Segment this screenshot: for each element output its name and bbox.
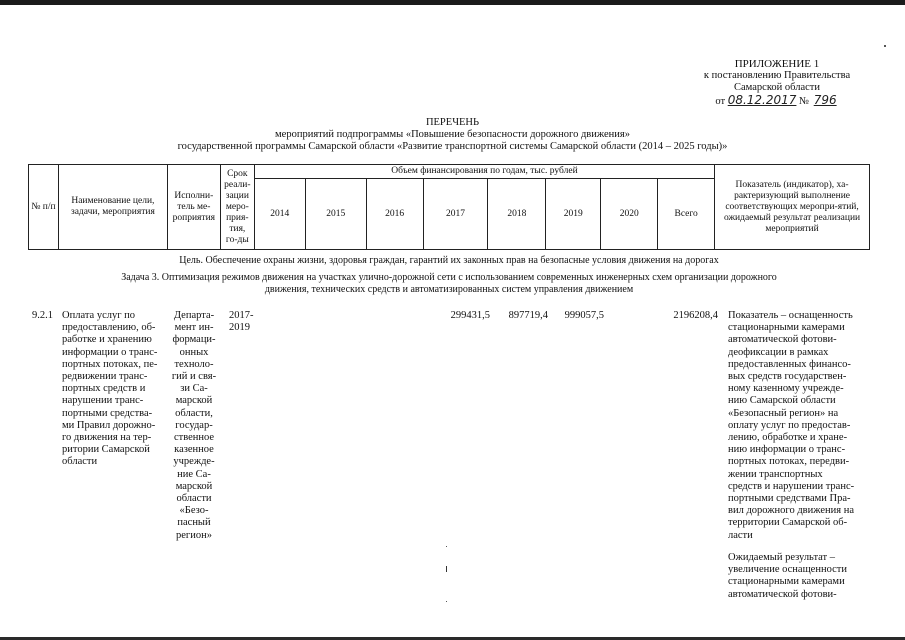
indicator-line: нию Самарской области: [728, 395, 836, 407]
indicator-line: предоставленных финансо-: [728, 358, 851, 370]
appendix-block: [697, 58, 857, 108]
indicator-line: оплату услуг по предостав-: [728, 419, 851, 431]
handwritten-number: 796: [813, 93, 837, 107]
indicator-line: вых средств государствен-: [728, 371, 847, 383]
row-name-line: информации о транс-: [62, 346, 158, 358]
number-label: №: [799, 96, 810, 107]
row-name-line: портными средства-: [62, 407, 153, 419]
header-year-2014: 2014: [254, 179, 305, 250]
header-term: Срок реали-зации меро-прия-тия, го-ды: [220, 165, 254, 250]
header-year-2016: 2016: [366, 179, 423, 250]
header-total: Всего: [658, 179, 715, 250]
task-text: [28, 272, 870, 296]
appendix-title: ПРИЛОЖЕНИЕ 1: [734, 58, 820, 70]
row-executor-line: мент ин-: [174, 322, 214, 334]
row-executor-line: зи Са-: [180, 383, 208, 395]
appendix-line-2: Самарской области: [734, 82, 820, 93]
handwritten-date: 08.12.2017: [727, 93, 797, 107]
value-2017: 299431,5: [450, 310, 490, 321]
row-name-line: портных средств и: [62, 383, 146, 395]
result-line: автоматической фотови-: [728, 588, 837, 600]
scan-speck: [884, 45, 886, 47]
result-line: Ожидаемый результат –: [728, 552, 836, 563]
row-executor: [167, 310, 221, 542]
header-year-2020: 2020: [601, 179, 658, 250]
indicator-line: автоматической фотови-: [728, 334, 837, 346]
header-year-2018: 2018: [488, 179, 546, 250]
document-subtitle-1: мероприятий подпрограммы «Повышение безопасности дорожного движения»: [275, 129, 630, 140]
row-executor-line: ственное: [173, 432, 215, 444]
row-name-line: работке и хранению: [62, 334, 152, 346]
row-name-line: Оплата услуг по: [62, 310, 136, 321]
value-total: 2196208,4: [673, 310, 718, 321]
row-name-line: нарушении транс-: [62, 395, 144, 407]
indicator-line: ласти: [728, 529, 753, 541]
from-label: от: [715, 96, 726, 107]
row-executor-line: учрежде-: [173, 456, 215, 468]
indicator-line: лению, обработке и хране-: [728, 432, 848, 444]
row-executor-line: области,: [175, 407, 213, 419]
indicator-line: Показатель – оснащенность: [728, 310, 853, 321]
task-line-2: движения, технических средств и автоматизированных систем управления движением: [264, 284, 634, 295]
row-executor-line: техноло-: [174, 358, 214, 370]
indicator-line: портных потоках, передви-: [728, 456, 850, 468]
header-indicator: Показатель (индикатор), ха-рактеризующий выполнение соответствующих меропри-ятий, ожидаемый результат реализации мероприятий: [715, 165, 870, 250]
row-executor-line: пасный: [177, 517, 211, 529]
row-name-line: ми Правил дорожно-: [62, 419, 156, 431]
indicator-line: деофиксации в рамках: [728, 346, 829, 358]
row-term-line: 2019: [229, 322, 250, 334]
indicator-line: жении транспортных: [728, 468, 823, 480]
appendix-signature-line: [697, 94, 857, 108]
appendix-line-1: к постановлению Правительства: [703, 70, 851, 81]
indicator-line: средств и нарушении транс-: [728, 480, 855, 492]
indicator-line: нию информации о транс-: [728, 444, 846, 456]
header-year-2019: 2019: [546, 179, 601, 250]
row-executor-line: регион»: [176, 529, 212, 541]
row-name-line: портных потоках, пе-: [62, 358, 158, 370]
header-year-2017: 2017: [423, 179, 488, 250]
header-number: № п/п: [29, 165, 59, 250]
row-name-line: ритории Самарской: [62, 444, 150, 456]
task-line-1: Задача 3. Оптимизация режимов движения на участках улично-дорожной сети с использованием современных инженерных схем организации дорожного: [121, 272, 777, 283]
row-term: [229, 310, 263, 334]
row-number: 9.2.1: [32, 310, 53, 321]
header-year-2015: 2015: [305, 179, 366, 250]
value-2019: 999057,5: [564, 310, 604, 321]
scan-mark: [446, 566, 447, 572]
row-executor-line: ние Са-: [177, 468, 211, 480]
indicator-line: «Безопасный регион» на: [728, 407, 839, 419]
row-name: [62, 310, 164, 469]
row-executor-line: казенное: [174, 444, 214, 456]
header-name: Наименование цели, задачи, мероприятия: [58, 165, 167, 250]
result-line: стационарными камерами: [728, 576, 845, 588]
row-term-line: 2017-: [229, 310, 254, 321]
row-executor-line: формаци-: [172, 334, 216, 346]
row-executor-line: «Безо-: [179, 505, 209, 517]
row-name-line: го движения на тер-: [62, 432, 152, 444]
header-funding: Объем финансирования по годам, тыс. рублей: [254, 165, 714, 179]
goal-text: Цель. Обеспечение охраны жизни, здоровья граждан, гарантий их законных прав на безопасные условия движения на дорогах: [179, 255, 719, 266]
result-line: увеличение оснащенности: [728, 564, 847, 576]
row-name-line: предоставлению, об-: [62, 322, 156, 334]
row-executor-line: марской: [175, 480, 213, 492]
row-indicator: [728, 310, 860, 542]
header-executor: Исполни-тель ме-роприятия: [167, 165, 220, 250]
row-executor-line: государ-: [175, 419, 213, 431]
indicator-line: вил дорожного движения на: [728, 505, 854, 517]
row-name-line: редвижении транс-: [62, 371, 148, 383]
row-executor-line: гий и свя-: [171, 371, 217, 383]
indicator-line: территории Самарской об-: [728, 517, 848, 529]
scan-speck: [446, 601, 447, 602]
row-executor-line: марской: [175, 395, 213, 407]
scan-top-edge: [0, 0, 905, 5]
value-2018: 897719,4: [508, 310, 548, 321]
plan-table-header: [28, 164, 870, 250]
row-expected-result: [728, 552, 860, 601]
indicator-line: ному казенному учрежде-: [728, 383, 844, 395]
document-subtitle-2: государственной программы Самарской области «Развитие транспортной системы Самарской области (2014 – 2025 годы)»: [177, 141, 728, 152]
indicator-line: стационарными камерами: [728, 322, 845, 334]
indicator-line: портными средствами Пра-: [728, 493, 851, 505]
row-executor-line: онных: [179, 346, 209, 358]
document-title: ПЕРЕЧЕНЬ: [425, 117, 480, 128]
row-name-line: области: [62, 456, 98, 468]
row-executor-line: области: [176, 493, 212, 505]
row-executor-line: Департа-: [173, 310, 215, 321]
scan-speck: [446, 546, 447, 547]
